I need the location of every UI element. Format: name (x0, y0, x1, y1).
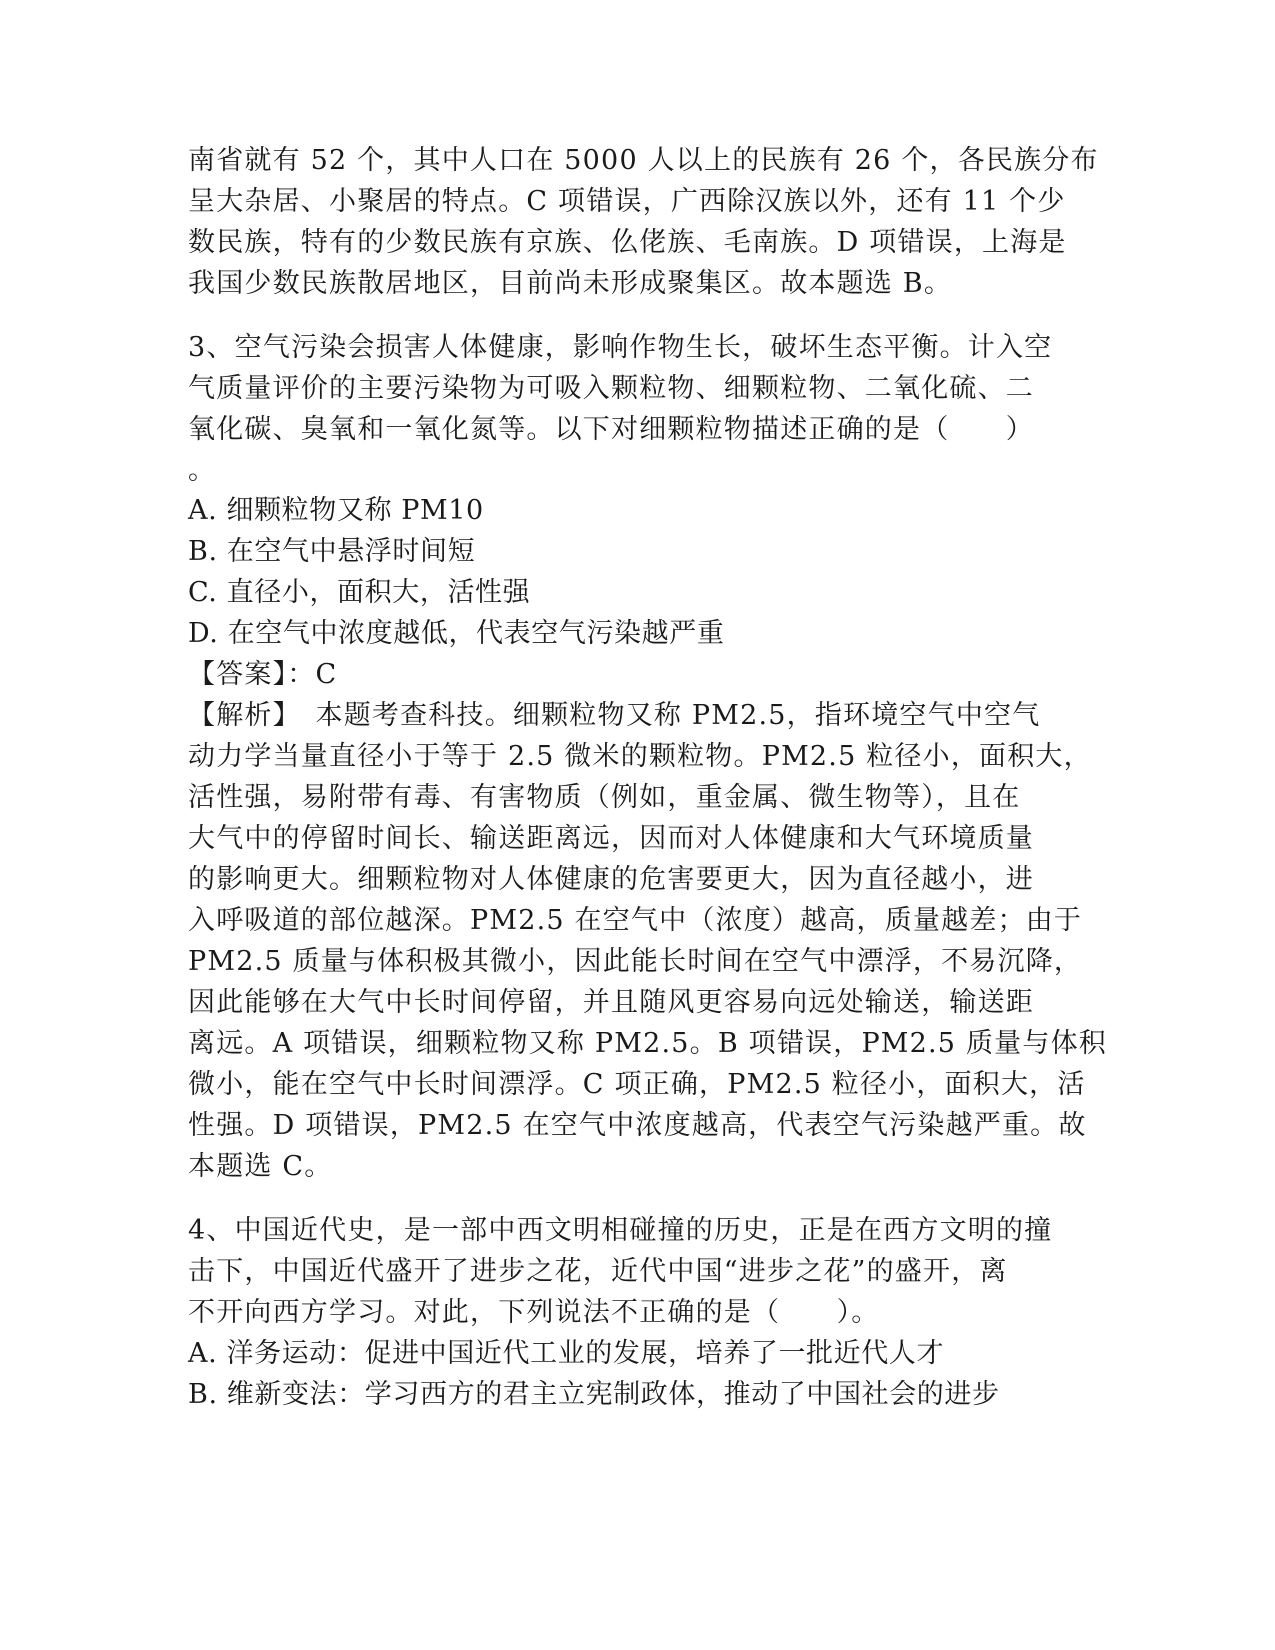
option-b: B. 在空气中悬浮时间短 (188, 536, 476, 567)
analysis-line: 动力学当量直径小于等于 2.5 微米的颗粒物。PM2.5 粒径小，面积大， (188, 741, 1092, 772)
text-line: 我国少数民族散居地区，目前尚未形成聚集区。故本题选 B。 (188, 268, 953, 299)
analysis-line: 性强。D 项错误，PM2.5 在空气中浓度越高，代表空气污染越严重。故 (188, 1110, 1087, 1141)
question-stem-line: 气质量评价的主要污染物为可吸入颗粒物、细颗粒物、二氧化硫、二 (188, 373, 1034, 404)
analysis-line: 本题选 C。 (188, 1151, 333, 1182)
text-line: 南省就有 52 个，其中人口在 5000 人以上的民族有 26 个，各民族分布 (188, 145, 1099, 176)
analysis-line: 微小，能在空气中长时间漂浮。C 项正确，PM2.5 粒径小，面积大，活 (188, 1069, 1086, 1100)
option-c: C. 直径小，面积大，活性强 (188, 577, 531, 608)
analysis-line: 入呼吸道的部位越深。PM2.5 在空气中（浓度）越高，质量越差；由于 (188, 905, 1083, 936)
question-stem-line: 4、中国近代史，是一部中西文明相碰撞的历史，正是在西方文明的撞 (188, 1215, 1053, 1246)
option-b: B. 维新变法：学习西方的君主立宪制政体，推动了中国社会的进步 (188, 1379, 1000, 1410)
analysis-line: 大气中的停留时间长、输送距离远，因而对人体健康和大气环境质量 (188, 823, 1034, 854)
question-stem-line: 不开向西方学习。对此，下列说法不正确的是（ ）。 (188, 1297, 880, 1328)
analysis-line: 的影响更大。细颗粒物对人体健康的危害要更大，因为直径越小，进 (188, 864, 1034, 895)
analysis-line: 离远。A 项错误，细颗粒物又称 PM2.5。B 项错误，PM2.5 质量与体积 (188, 1028, 1107, 1059)
analysis-line: 因此能够在大气中长时间停留，并且随风更容易向远处输送，输送距 (188, 987, 1034, 1018)
option-a: A. 洋务运动：促进中国近代工业的发展，培养了一批近代人才 (188, 1338, 945, 1369)
option-d: D. 在空气中浓度越低，代表空气污染越严重 (188, 618, 725, 649)
analysis-line: 【解析】 本题考查科技。细颗粒物又称 PM2.5，指环境空气中空气 (188, 700, 1041, 731)
question-stem-line: 击下，中国近代盛开了进步之花，近代中国“进步之花”的盛开，离 (188, 1256, 1008, 1287)
analysis-line: PM2.5 质量与体积极其微小，因此能长时间在空气中漂浮，不易沉降， (188, 946, 1083, 977)
question-stem-line: 氧化碳、臭氧和一氧化氮等。以下对细颗粒物描述正确的是（ ） (188, 414, 1034, 445)
analysis-line: 活性强，易附带有毒、有害物质（例如，重金属、微生物等），且在 (188, 782, 1021, 813)
text-line: 数民族，特有的少数民族有京族、仫佬族、毛南族。D 项错误，上海是 (188, 227, 1067, 258)
answer-line: 【答案】：C (188, 659, 338, 690)
text-line: 呈大杂居、小聚居的特点。C 项错误，广西除汉族以外，还有 11 个少 (188, 186, 1066, 217)
question-stem-line: 。 (188, 455, 217, 486)
question-stem-line: 3、空气污染会损害人体健康，影响作物生长，破坏生态平衡。计入空 (188, 332, 1053, 363)
option-a: A. 细颗粒物又称 PM10 (188, 495, 484, 526)
